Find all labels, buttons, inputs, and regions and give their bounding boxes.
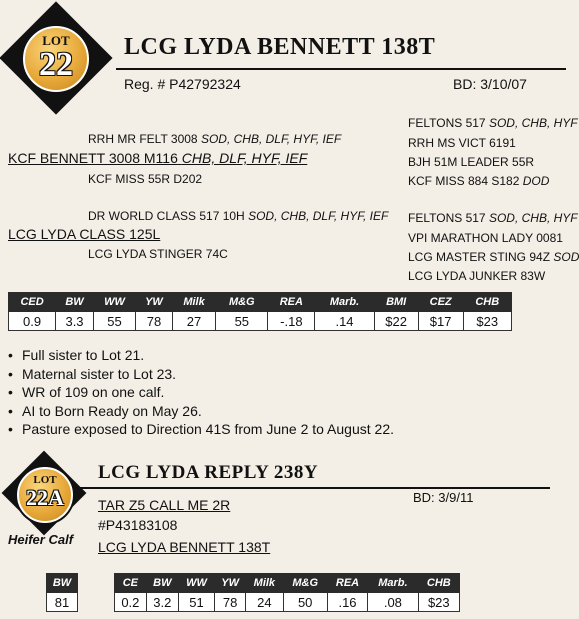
epd-header: CHB [418,574,459,593]
epd-value: -.18 [268,312,315,331]
heifer-calf-caption: Heifer Calf [8,532,74,547]
epd-header: REA [268,293,315,312]
epd-value: 78 [215,593,246,612]
epd-header: BW [146,574,178,593]
calf-registration: #P43183108 [98,517,178,533]
title-rule [116,68,566,70]
calf-title-rule [74,487,550,489]
epd-value: $22 [374,312,418,331]
calf-sire: TAR Z5 CALL ME 2R [98,497,231,513]
note-item: • Full sister to Lot 21. [8,346,394,365]
calf-birth-date: BD: 3/9/11 [413,490,474,505]
epd-value-row [9,312,512,331]
calf-epd-table [114,573,460,612]
pedigree-dsd: VPI MARATHON LADY 0081 [408,231,563,245]
epd-header: Milk [172,293,216,312]
note-item: • AI to Born Ready on May 26. [8,402,394,421]
epd-header: WW [178,574,214,593]
epd-header: M&G [216,293,268,312]
lot-label: LOT [42,33,70,48]
epd-header: BW [56,293,94,312]
lot-notes [8,346,394,439]
epd-value: 51 [178,593,214,612]
epd-header: CHB [463,293,511,312]
pedigree-sss: FELTONS 517 SOD, CHB, HYF [408,116,578,130]
epd-header: Marb. [368,574,418,593]
epd-value: $23 [418,593,459,612]
note-item: • Pasture exposed to Direction 41S from June 2 to August 22. [8,420,394,439]
birth-weight-table [46,573,78,612]
epd-value: $23 [463,312,511,331]
lot-number: 22A [26,485,64,510]
pedigree-dam-sire: DR WORLD CLASS 517 10H SOD, CHB, DLF, HYF, IEF [88,209,389,223]
epd-value: 55 [216,312,268,331]
epd-header: CEZ [418,293,463,312]
epd-header: M&G [283,574,327,593]
epd-value: 0.2 [115,593,147,612]
epd-header: YW [136,293,172,312]
pedigree-sire-sire: RRH MR FELT 3008 SOD, CHB, DLF, HYF, IEF [88,132,342,146]
pedigree-ssd: RRH MS VICT 6191 [408,136,516,150]
epd-value: $17 [418,312,463,331]
epd-header: REA [327,574,367,593]
epd-value: 27 [172,312,216,331]
epd-header: WW [93,293,135,312]
epd-header: CED [9,293,56,312]
epd-value: 24 [246,593,283,612]
pedigree-sire-dam: KCF MISS 55R D202 [88,172,203,186]
epd-header: Milk [246,574,283,593]
epd-value: 0.9 [9,312,56,331]
epd-header: CE [115,574,147,593]
epd-header: YW [215,574,246,593]
birth-date: BD: 3/10/07 [453,76,527,92]
note-item: • Maternal sister to Lot 23. [8,365,394,384]
epd-table [8,292,512,331]
epd-value: .16 [327,593,367,612]
pedigree-sds: BJH 51M LEADER 55R [408,155,535,169]
lot-number: 22 [39,46,73,83]
epd-value-row [115,593,460,612]
pedigree-sdd: KCF MISS 884 S182 DOD [408,174,550,188]
animal-name: LCG LYDA BENNETT 138T [124,34,436,60]
note-item: • WR of 109 on one calf. [8,383,394,402]
pedigree-dds: LCG MASTER STING 94Z SOD [408,250,579,264]
epd-value: 50 [283,593,327,612]
calf-dam: LCG LYDA BENNETT 138T [98,539,271,555]
epd-value: 3.3 [56,312,94,331]
epd-header-row [9,293,512,312]
bw-header: BW [47,574,78,593]
pedigree-dam-dam: LCG LYDA STINGER 74C [88,247,228,261]
calf-name: LCG LYDA REPLY 238Y [98,462,319,483]
pedigree-sire: KCF BENNETT 3008 M116 CHB, DLF, HYF, IEF [8,150,308,166]
lot-label: LOT [33,474,57,486]
epd-value: 55 [93,312,135,331]
bw-value: 81 [47,593,78,612]
registration-number: Reg. # P42792324 [124,76,241,92]
pedigree-dss: FELTONS 517 SOD, CHB, HYF [408,211,578,225]
epd-header: BMI [374,293,418,312]
pedigree-ddd: LCG LYDA JUNKER 83W [408,269,546,283]
epd-value: .08 [368,593,418,612]
epd-value: 78 [136,312,172,331]
epd-header: Marb. [315,293,374,312]
pedigree-dam: LCG LYDA CLASS 125L [8,226,161,242]
epd-value: .14 [315,312,374,331]
epd-header-row [115,574,460,593]
epd-value: 3.2 [146,593,178,612]
